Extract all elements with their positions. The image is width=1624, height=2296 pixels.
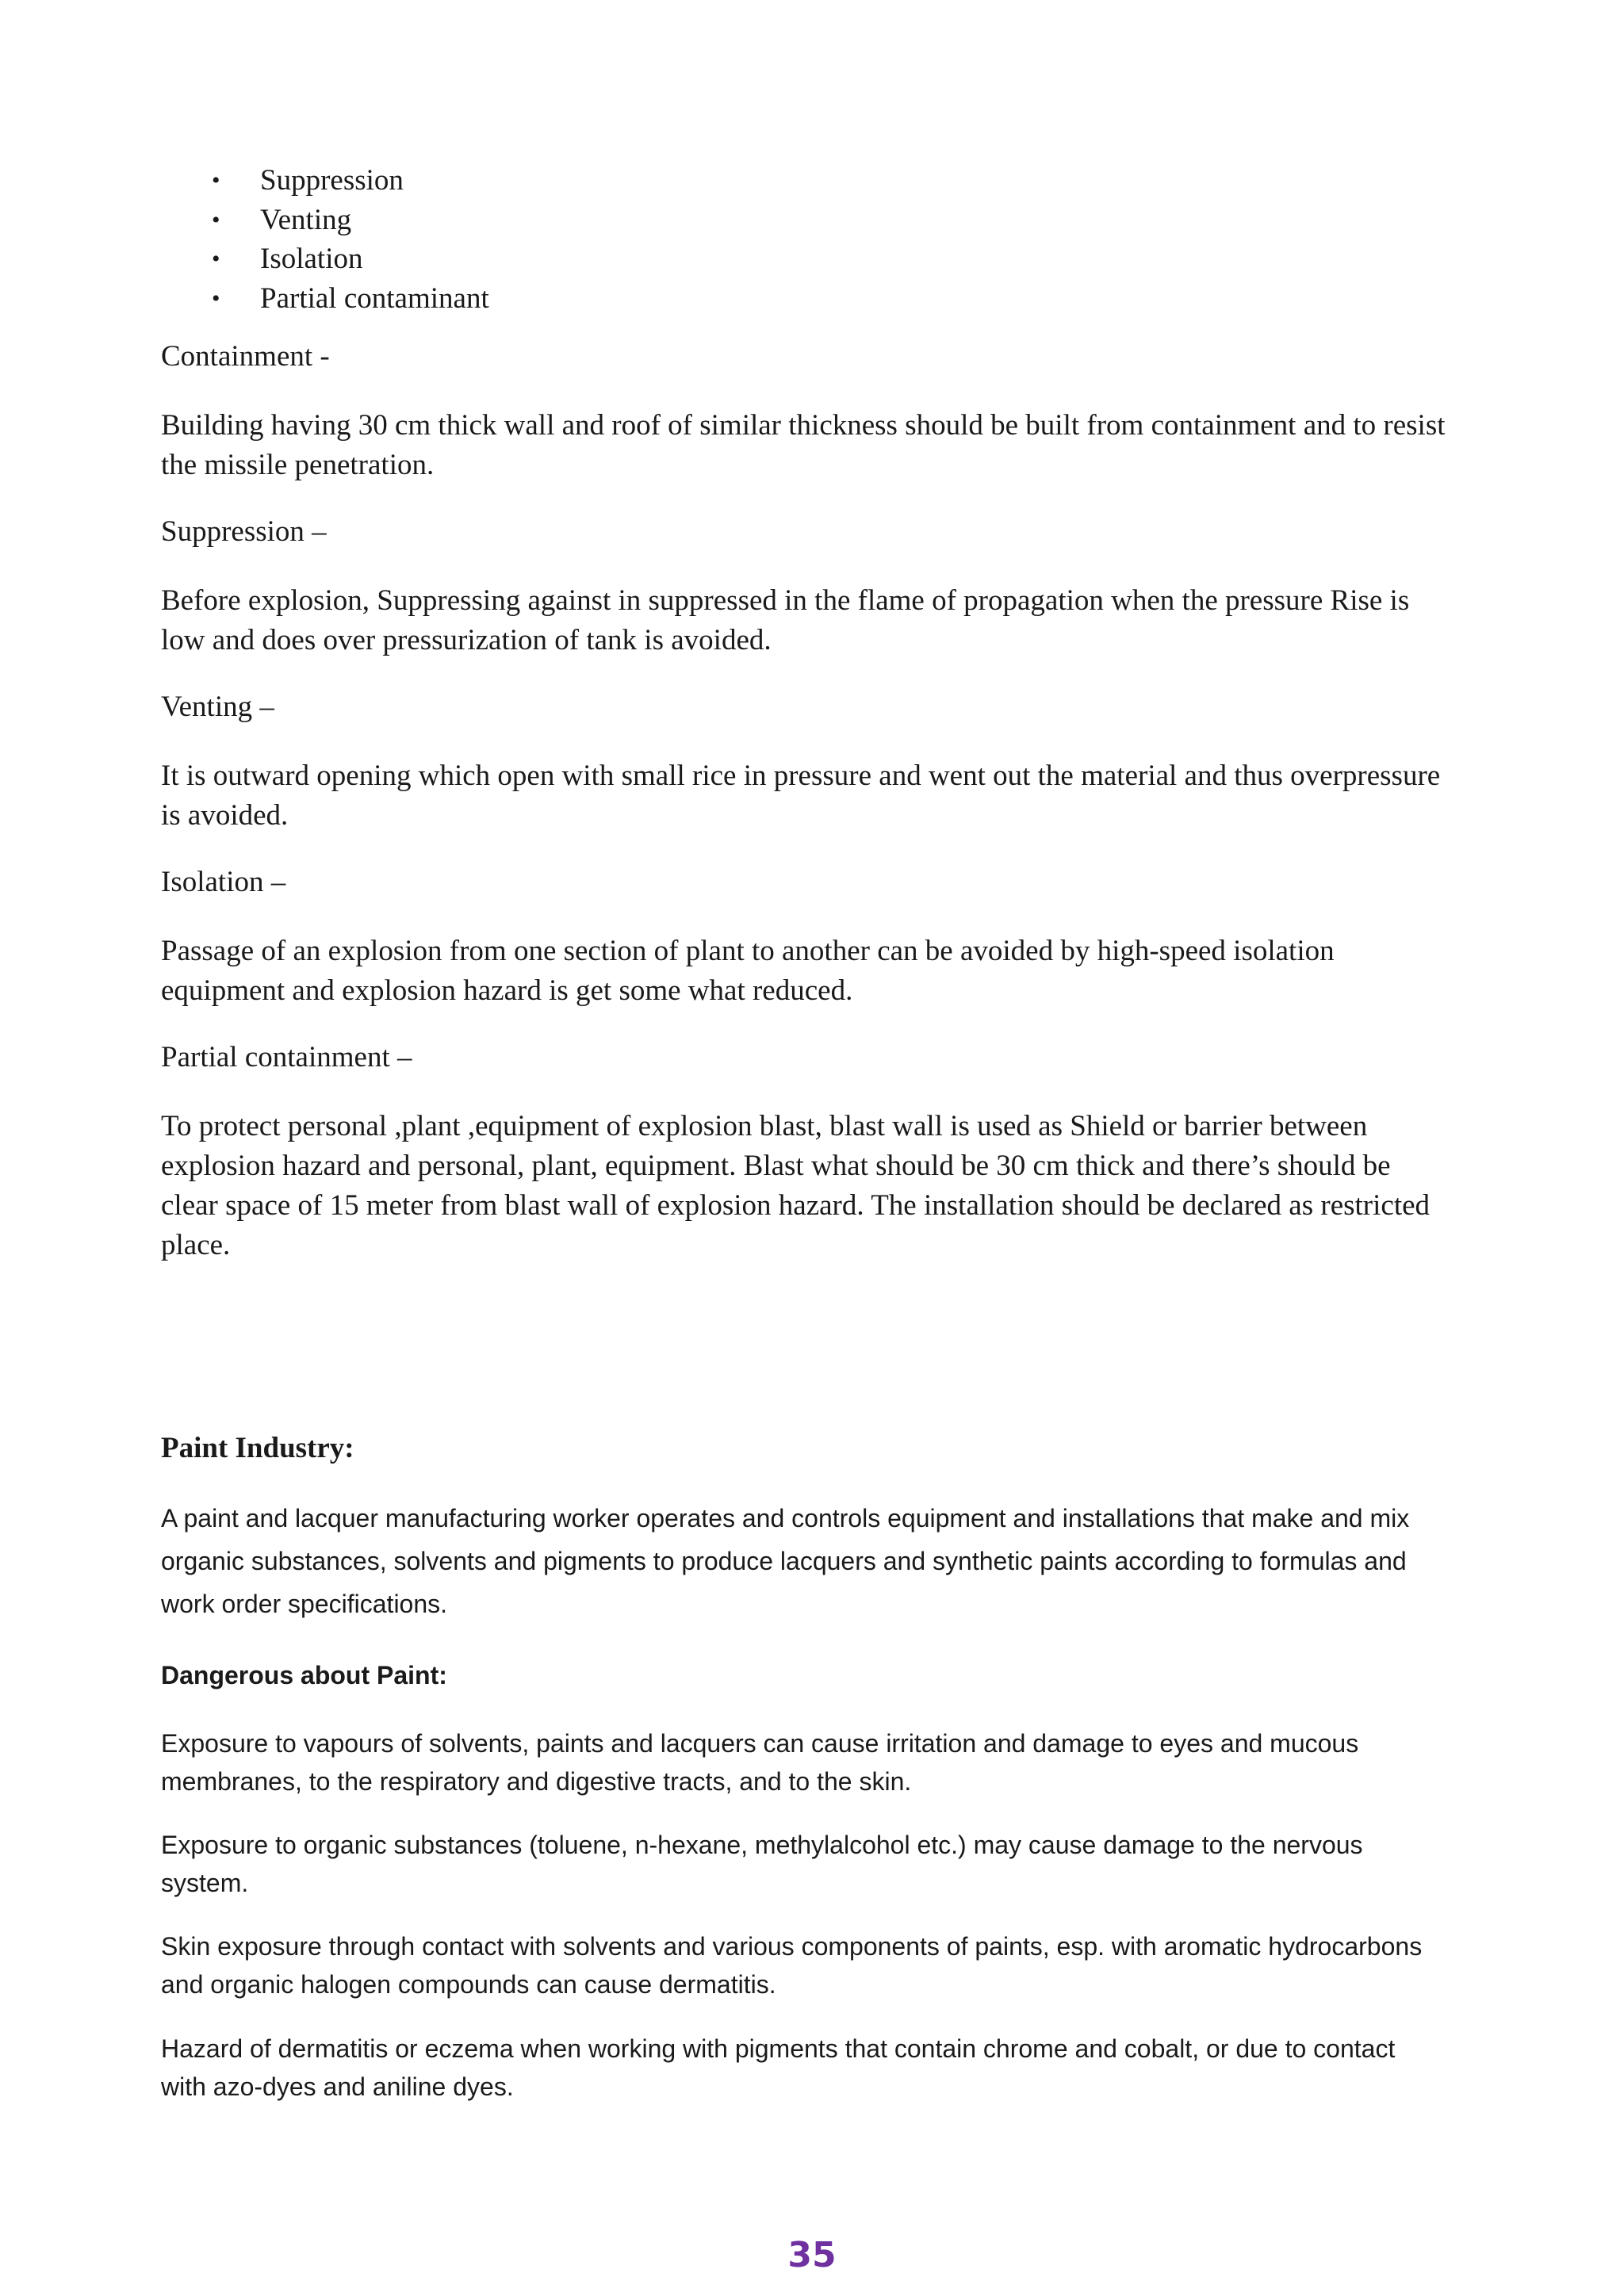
- list-item-text: Isolation: [260, 243, 363, 275]
- section-heading-isolation: Isolation –: [161, 866, 286, 898]
- section-heading-suppression: Suppression –: [161, 515, 327, 548]
- bullet-list: [161, 161, 489, 318]
- paint-hazard-paragraph: Exposure to vapours of solvents, paints and lacquers can cause irritation and damage to eyes and mucous membranes, to the respiratory and digestive tracts, and to the skin.: [161, 1729, 1359, 1796]
- list-item: [161, 239, 489, 279]
- section-heading-partial-containment: Partial containment –: [161, 1041, 412, 1073]
- list-item-text: Venting: [260, 203, 352, 236]
- list-item-text: Partial contaminant: [260, 281, 489, 315]
- section-text-venting: It is outward opening which open with small rice in pressure and went out the material and thus overpressure is avoided.: [161, 760, 1441, 832]
- bullet-icon: •: [212, 206, 220, 233]
- section-text-partial-containment: To protect personal ,plant ,equipment of explosion blast, blast wall is used as Shield or barrier between explosion hazard and personal, plant, equipment. Blast what should be 30 cm thick and there’s should be clear space of 15 meter from blast wall of explosion hazard. The installation should be declared as restricted place.: [161, 1110, 1431, 1261]
- section-text-isolation: Passage of an explosion from one section of plant to another can be avoided by high-speed isolation equipment and explosion hazard is get some what reduced.: [161, 935, 1335, 1007]
- section-heading-venting: Venting –: [161, 691, 274, 723]
- section-text-suppression: Before explosion, Suppressing against in suppressed in the flame of propagation when the pressure Rise is low and does over pressurization of tank is avoided.: [161, 584, 1410, 656]
- paint-hazard-paragraph: Exposure to organic substances (toluene, n-hexane, methylalcohol etc.) may cause damage to the nervous system.: [161, 1831, 1363, 1897]
- list-item: [161, 279, 489, 319]
- dangerous-about-paint-heading: Dangerous about Paint:: [161, 1661, 447, 1689]
- page-number: 35: [787, 2235, 837, 2275]
- paint-industry-intro: A paint and lacquer manufacturing worker operates and controls equipment and installations that make and mix organic substances, solvents and pigments to produce lacquers and synthetic paints according to formulas and work order specifications.: [161, 1504, 1410, 1618]
- paint-hazard-paragraph: Skin exposure through contact with solvents and various components of paints, esp. with aromatic hydrocarbons and organic halogen compounds can cause dermatitis.: [161, 1932, 1423, 1999]
- list-item: [161, 201, 489, 240]
- section-text-containment: Building having 30 cm thick wall and roof of similar thickness should be built from containment and to resist the missile penetration.: [161, 409, 1446, 481]
- bullet-icon: •: [212, 167, 220, 193]
- bullet-icon: •: [212, 246, 220, 272]
- section-heading-containment: Containment -: [161, 340, 330, 373]
- paint-hazard-paragraph: Hazard of dermatitis or eczema when working with pigments that contain chrome and cobalt, or due to contact with azo-dyes and aniline dyes.: [161, 2034, 1396, 2101]
- list-item: [161, 161, 489, 201]
- paint-industry-heading: Paint Industry:: [161, 1432, 354, 1464]
- bullet-icon: •: [212, 285, 220, 312]
- list-item-text: Suppression: [260, 164, 404, 197]
